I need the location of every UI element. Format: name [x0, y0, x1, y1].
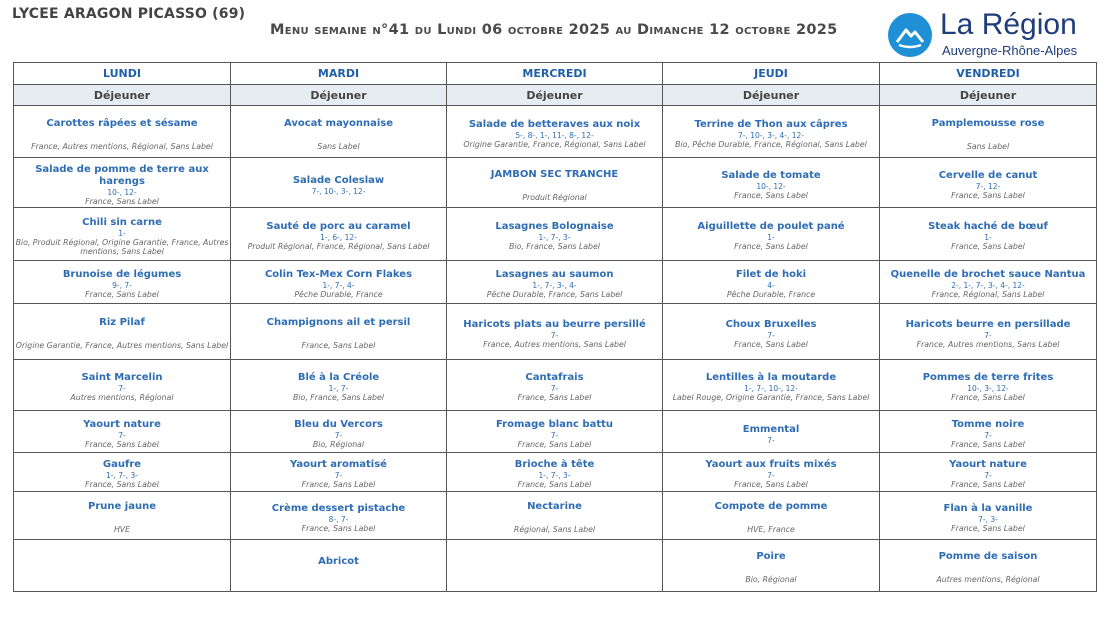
- menu-table: [13, 62, 1097, 592]
- allergen-codes: 9-, 7-: [112, 281, 132, 291]
- allergen-codes: 7-, 10-, 3-, 4-, 12-: [737, 131, 804, 141]
- dish-name: Steak haché de bœuf: [928, 221, 1048, 233]
- quality-labels: France, Sans Label: [301, 480, 376, 490]
- cell-spacer: [231, 130, 446, 142]
- menu-cell: [231, 260, 447, 303]
- quality-labels: Bio, France, Sans Label: [509, 242, 600, 252]
- allergen-codes: 10-, 12-: [107, 188, 137, 197]
- quality-labels: France, Sans Label: [517, 393, 592, 403]
- dish-name: Blé à la Créole: [297, 372, 380, 384]
- quality-labels: Bio, Produit Régional, Origine Garantie, France, Autres mentions, Sans Label: [15, 237, 229, 256]
- dish-name: Salade Coleslaw: [292, 174, 385, 186]
- day-header: LUNDI: [14, 63, 231, 85]
- quality-labels: France, Sans Label: [734, 480, 808, 490]
- quality-labels: France, Sans Label: [301, 341, 376, 351]
- day-header-row: [14, 63, 1097, 85]
- dish-name: Brunoise de légumes: [62, 269, 182, 281]
- meal-label: Déjeuner: [880, 85, 1097, 106]
- dish-name: Chili sin carne: [82, 216, 162, 228]
- allergen-codes: 1-, 7-, 3-: [538, 471, 571, 481]
- menu-cell: [231, 359, 447, 410]
- dish-name: Riz Pilaf: [99, 317, 145, 329]
- region-logo-subtitle: Auvergne-Rhône-Alpes: [942, 43, 1078, 58]
- day-header: MERCREDI: [447, 63, 663, 85]
- allergen-codes: 7-: [550, 330, 559, 340]
- dish-name: Flan à la vanille: [943, 502, 1033, 514]
- menu-cell: [14, 452, 231, 491]
- quality-labels: France, Sans Label: [951, 191, 1025, 200]
- cell-spacer: [447, 181, 662, 193]
- allergen-codes: 8-, 7-: [328, 514, 349, 524]
- quality-labels: Bio, Régional: [312, 439, 365, 449]
- quality-labels: HVE: [113, 525, 131, 535]
- menu-row: [14, 452, 1097, 491]
- dish-name: Saint Marcelin: [81, 372, 163, 384]
- menu-cell: [880, 303, 1097, 359]
- cell-spacer: [231, 568, 446, 580]
- allergen-codes: 7-, 12-: [975, 182, 1001, 191]
- allergen-codes: 1-, 7-: [328, 384, 349, 394]
- menu-cell: [14, 207, 231, 260]
- allergen-codes: 2-, 1-, 7-, 3-, 4-, 12-: [951, 281, 1025, 291]
- dish-name: Cervelle de canut: [938, 170, 1038, 181]
- dish-name: Emmental: [742, 423, 800, 435]
- menu-row: [14, 207, 1097, 260]
- dish-name: Salade de pomme de terre aux harengs: [35, 164, 209, 187]
- dish-name: Cantafrais: [525, 372, 584, 384]
- dish-name: JAMBON SEC TRANCHE: [490, 168, 619, 180]
- quality-labels: HVE, France: [747, 525, 795, 535]
- menu-cell: [663, 260, 880, 303]
- cell-spacer: [663, 513, 879, 525]
- region-logo: [888, 10, 1098, 60]
- quality-labels: Pêche Durable, France, Sans Label: [486, 290, 623, 300]
- day-header: JEUDI: [663, 63, 880, 85]
- menu-cell: [14, 303, 231, 359]
- menu-cell: [663, 106, 880, 158]
- menu-cell: [14, 491, 231, 539]
- allergen-codes: 7-: [334, 471, 343, 481]
- menu-cell: [14, 359, 231, 410]
- menu-cell: [880, 260, 1097, 303]
- menu-cell: [663, 452, 880, 491]
- school-name: LYCEE ARAGON PICASSO (69): [12, 6, 246, 22]
- quality-labels: Produit Régional, France, Régional, Sans Label: [247, 242, 430, 252]
- dish-name: Carottes râpées et sésame: [46, 117, 198, 129]
- quality-labels: Origine Garantie, France, Régional, Sans Label: [463, 140, 646, 150]
- menu-cell: [14, 539, 231, 591]
- menu-cell: [880, 359, 1097, 410]
- quality-labels: Label Rouge, Origine Garantie, France, Sans Label: [672, 393, 870, 403]
- allergen-codes: 7-: [767, 435, 775, 445]
- dish-name: Yaourt nature: [949, 459, 1027, 471]
- menu-cell: [880, 452, 1097, 491]
- allergen-codes: 7-: [550, 430, 559, 440]
- quality-labels: France, Sans Label: [951, 523, 1025, 533]
- dish-name: Haricots beurre en persillade: [905, 318, 1071, 330]
- dish-name: Lentilles à la moutarde: [705, 372, 837, 384]
- allergen-codes: 1-: [984, 233, 992, 243]
- allergen-codes: 7-: [118, 384, 126, 394]
- meal-label: Déjeuner: [447, 85, 663, 106]
- allergen-codes: 7-, 10-, 3-, 12-: [311, 186, 366, 196]
- menu-cell: [231, 539, 447, 591]
- dish-name: Pomme de saison: [938, 551, 1038, 563]
- menu-title: Menu semaine n°41 du Lundi 06 octobre 2025 au Dimanche 12 octobre 2025: [270, 22, 838, 38]
- day-header: VENDREDI: [880, 63, 1097, 85]
- menu-cell: [231, 106, 447, 158]
- quality-labels: France, Autres mentions, Régional, Sans Label: [31, 141, 213, 151]
- dish-name: Lasagnes Bolognaise: [495, 221, 614, 233]
- quality-labels: France, Autres mentions, Sans Label: [916, 339, 1060, 349]
- menu-cell: [663, 207, 880, 260]
- quality-labels: Bio, Pêche Durable, France, Régional, Sans Label: [675, 140, 867, 150]
- allergen-codes: 1-, 6-, 12-: [320, 233, 357, 243]
- cell-spacer: [14, 329, 230, 341]
- quality-labels: Régional, Sans Label: [513, 525, 596, 535]
- dish-name: Quenelle de brochet sauce Nantua: [890, 269, 1086, 281]
- allergen-codes: 1-, 7-, 3-, 4-: [532, 281, 577, 291]
- dish-name: Tomme noire: [951, 418, 1025, 430]
- dish-name: Champignons ail et persil: [266, 317, 411, 329]
- menu-cell: [880, 158, 1097, 208]
- menu-cell: [880, 207, 1097, 260]
- menu-cell: [447, 539, 663, 591]
- cell-spacer: [14, 130, 230, 142]
- allergen-codes: 1-, 7-, 3-: [106, 471, 138, 481]
- allergen-codes: 7-, 3-: [978, 514, 998, 524]
- menu-row: [14, 491, 1097, 539]
- dish-name: Avocat mayonnaise: [283, 117, 394, 129]
- region-logo-icon: [888, 13, 932, 57]
- menu-cell: [663, 491, 880, 539]
- dish-name: Nectarine: [527, 501, 582, 513]
- dish-name: Choux Bruxelles: [725, 318, 817, 330]
- cell-spacer: [447, 562, 662, 574]
- dish-name: Yaourt aromatisé: [290, 459, 387, 471]
- menu-cell: [880, 106, 1097, 158]
- quality-labels: France, Sans Label: [734, 339, 808, 349]
- menu-cell: [14, 260, 231, 303]
- allergen-codes: 4-: [767, 281, 775, 291]
- allergen-codes: 1-: [118, 228, 126, 238]
- menu-cell: [880, 539, 1097, 591]
- menu-cell: [447, 491, 663, 539]
- quality-labels: France, Sans Label: [85, 197, 159, 206]
- allergen-codes: 10-, 3-, 12-: [967, 384, 1009, 394]
- dish-name: Abricot: [318, 556, 359, 567]
- menu-cell: [447, 410, 663, 452]
- dish-name: Yaourt nature: [83, 418, 161, 430]
- cell-spacer: [447, 513, 662, 525]
- dish-name: Brioche à tête: [514, 459, 595, 471]
- day-header: MARDI: [231, 63, 447, 85]
- dish-name: Salade de betteraves aux noix: [468, 119, 641, 131]
- quality-labels: France, Autres mentions, Sans Label: [483, 339, 626, 349]
- menu-cell: [231, 491, 447, 539]
- allergen-codes: 1-, 7-, 4-: [322, 281, 355, 291]
- menu-cell: [447, 207, 663, 260]
- quality-labels: France, Sans Label: [951, 480, 1025, 490]
- dish-name: Sauté de porc au caramel: [266, 221, 411, 233]
- menu-cell: [14, 106, 231, 158]
- quality-labels: Autres mentions, Régional: [936, 575, 1040, 585]
- allergen-codes: 10-, 12-: [756, 182, 786, 191]
- quality-labels: Pêche Durable, France: [294, 290, 383, 300]
- dish-name: Prune jaune: [88, 501, 156, 513]
- dish-name: Bleu du Vercors: [294, 418, 383, 430]
- quality-labels: Pêche Durable, France: [726, 290, 816, 300]
- quality-labels: France, Sans Label: [85, 439, 159, 449]
- menu-cell: [447, 452, 663, 491]
- menu-row: [14, 260, 1097, 303]
- dish-name: Aiguillette de poulet pané: [697, 221, 845, 233]
- quality-labels: France, Sans Label: [734, 242, 808, 252]
- menu-row: [14, 539, 1097, 591]
- menu-cell: [663, 539, 880, 591]
- menu-row: [14, 106, 1097, 158]
- dish-name: Yaourt aux fruits mixés: [705, 459, 837, 471]
- dish-name: Colin Tex-Mex Corn Flakes: [264, 269, 413, 281]
- meal-label: Déjeuner: [663, 85, 880, 106]
- quality-labels: France, Sans Label: [951, 242, 1025, 252]
- dish-name: Gaufre: [102, 459, 142, 471]
- allergen-codes: 1-: [767, 233, 775, 243]
- allergen-codes: 7-: [984, 430, 992, 440]
- menu-cell: [231, 158, 447, 208]
- dish-name: Fromage blanc battu: [495, 418, 614, 430]
- menu-row: [14, 158, 1097, 208]
- menu-cell: [14, 158, 231, 208]
- menu-row: [14, 303, 1097, 359]
- allergen-codes: 7-: [118, 430, 126, 440]
- cell-spacer: [14, 513, 230, 525]
- menu-cell: [14, 410, 231, 452]
- region-logo-name: La Région: [940, 8, 1077, 41]
- quality-labels: France, Sans Label: [951, 439, 1025, 449]
- quality-labels: Bio, Régional: [745, 575, 797, 585]
- allergen-codes: 1-, 7-, 3-: [538, 233, 571, 243]
- cell-spacer: [880, 130, 1096, 142]
- menu-row: [14, 359, 1097, 410]
- quality-labels: Origine Garantie, France, Autres mentions, Sans Label: [15, 341, 229, 351]
- menu-row: [14, 410, 1097, 452]
- quality-labels: France, Sans Label: [85, 480, 159, 490]
- cell-spacer: [880, 563, 1096, 575]
- quality-labels: Produit Régional: [522, 192, 587, 202]
- meal-label: Déjeuner: [14, 85, 231, 106]
- menu-cell: [447, 359, 663, 410]
- meal-header-row: [14, 85, 1097, 106]
- dish-name: Pamplemousse rose: [931, 117, 1045, 129]
- quality-labels: France, Sans Label: [301, 523, 376, 533]
- quality-labels: France, Sans Label: [517, 480, 592, 490]
- dish-name: Crème dessert pistache: [271, 502, 406, 514]
- allergen-codes: 7-: [767, 330, 775, 340]
- quality-labels: France, Sans Label: [951, 393, 1025, 403]
- allergen-codes: 7-: [334, 430, 343, 440]
- dish-name: Haricots plats au beurre persillé: [463, 318, 646, 330]
- menu-cell: [231, 207, 447, 260]
- dish-name: Poire: [756, 551, 786, 563]
- allergen-codes: 7-: [984, 471, 992, 481]
- quality-labels: Autres mentions, Régional: [70, 393, 174, 403]
- menu-cell: [447, 303, 663, 359]
- cell-spacer: [14, 562, 230, 574]
- menu-cell: [231, 410, 447, 452]
- menu-cell: [447, 260, 663, 303]
- quality-labels: Sans Label: [966, 141, 1010, 151]
- allergen-codes: 5-, 8-, 1-, 11-, 8-, 12-: [515, 131, 594, 141]
- dish-name: Filet de hoki: [735, 269, 807, 281]
- menu-cell: [447, 106, 663, 158]
- cell-spacer: [231, 329, 446, 341]
- allergen-codes: 7-: [984, 330, 992, 340]
- dish-name: Pommes de terre frites: [922, 372, 1054, 384]
- menu-cell: [447, 158, 663, 208]
- allergen-codes: 7-: [550, 384, 559, 394]
- dish-name: Terrine de Thon aux câpres: [694, 119, 848, 131]
- menu-cell: [231, 303, 447, 359]
- menu-cell: [880, 491, 1097, 539]
- quality-labels: Bio, France, Sans Label: [293, 393, 384, 403]
- dish-name: Lasagnes au saumon: [495, 269, 614, 281]
- quality-labels: France, Sans Label: [85, 290, 159, 300]
- dish-name: Salade de tomate: [721, 170, 821, 181]
- menu-cell: [663, 410, 880, 452]
- meal-label: Déjeuner: [231, 85, 447, 106]
- menu-cell: [663, 158, 880, 208]
- allergen-codes: 1-, 7-, 10-, 12-: [744, 384, 798, 394]
- dish-name: Compote de pomme: [714, 501, 828, 513]
- menu-cell: [663, 359, 880, 410]
- quality-labels: France, Régional, Sans Label: [931, 290, 1045, 300]
- menu-cell: [880, 410, 1097, 452]
- menu-cell: [663, 303, 880, 359]
- quality-labels: France, Sans Label: [734, 191, 808, 200]
- cell-spacer: [663, 563, 879, 575]
- allergen-codes: 7-: [767, 471, 775, 481]
- quality-labels: Sans Label: [317, 141, 360, 151]
- menu-body: [14, 106, 1097, 592]
- menu-cell: [231, 452, 447, 491]
- quality-labels: France, Sans Label: [517, 439, 592, 449]
